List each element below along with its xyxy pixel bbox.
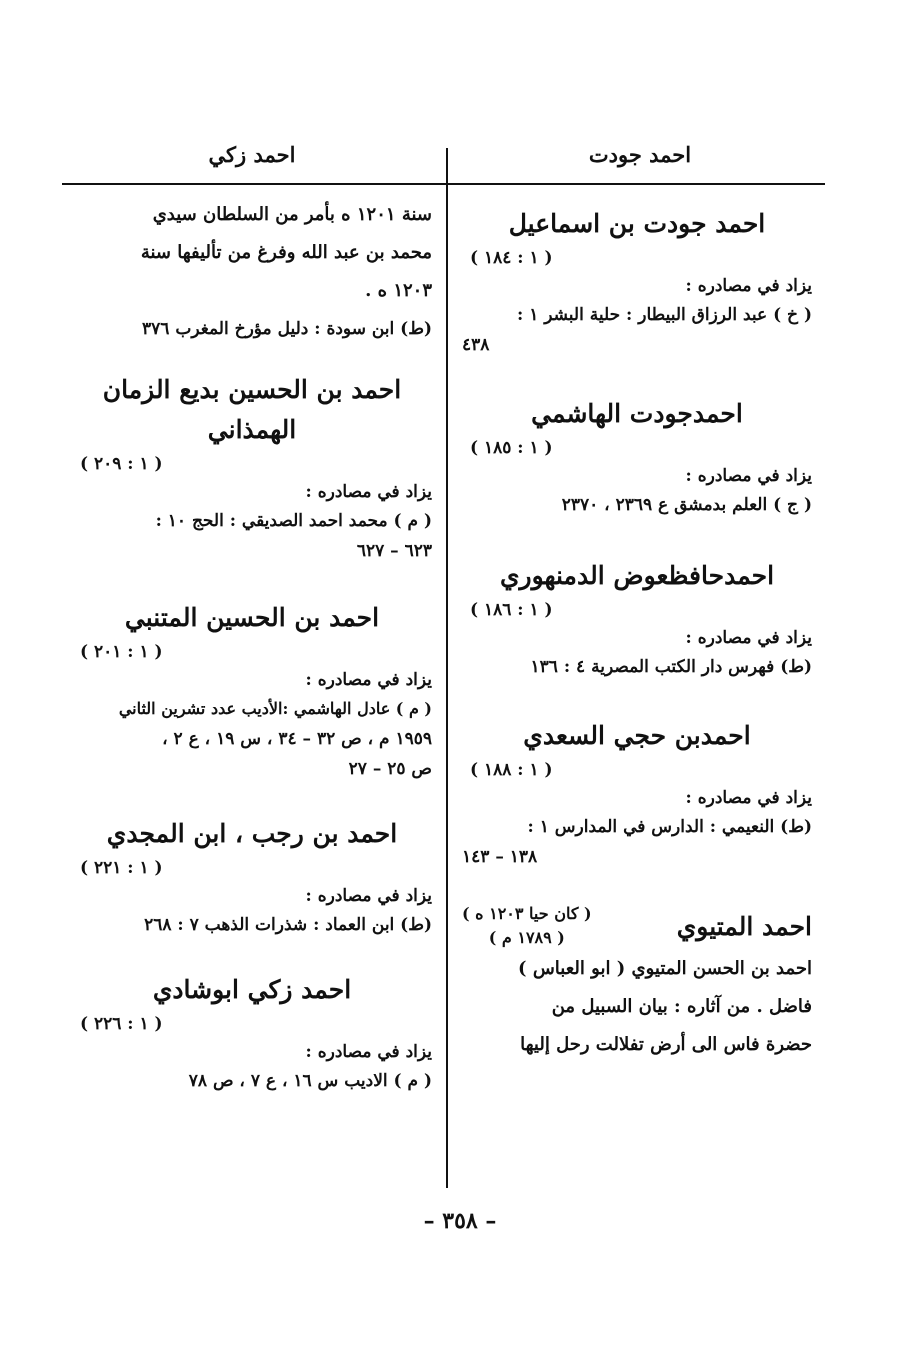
source-line: ( ج ) العلم بدمشق ع ٢٣٦٩ ، ٢٣٧٠ bbox=[561, 495, 812, 515]
entry-title: احمد المتيوي bbox=[676, 911, 812, 941]
entry-reference: ( ١ : ١٨٦ ) bbox=[470, 600, 553, 620]
source-line: ٤٣٨ bbox=[462, 335, 490, 355]
column-divider bbox=[446, 148, 448, 1188]
entry-title: احمدجودت الهاشمي bbox=[531, 399, 743, 428]
source-line: ٦٢٣ – ٦٢٧ bbox=[356, 541, 432, 561]
entry-title-row bbox=[462, 902, 812, 950]
entry-reference: ( ١ : ١٨٨ ) bbox=[470, 760, 553, 780]
entry bbox=[462, 556, 812, 682]
source-line: ( م ) عادل الهاشمي :الأديب عدد تشرين الثاني bbox=[118, 699, 432, 718]
source-line: ( خ ) عبد الرزاق البيطار : حلية البشر ١ : bbox=[516, 305, 812, 325]
sources-intro: يزاد في مصادره : bbox=[305, 1042, 432, 1062]
entry-title: احمد بن الحسين المتنبي bbox=[124, 603, 380, 632]
running-head-left: احمد زكي bbox=[208, 142, 296, 167]
entry-reference: ( ١ : ١٨٤ ) bbox=[470, 248, 553, 268]
sources-intro: يزاد في مصادره : bbox=[305, 670, 432, 690]
running-head-right: احمد جودت bbox=[588, 142, 692, 167]
entry-title: احمدحافظعوض الدمنهوري bbox=[499, 561, 775, 590]
entry-reference: ( ١ : ٢٠١ ) bbox=[80, 642, 163, 662]
entry-title: احمدبن حجي السعدي bbox=[523, 721, 751, 750]
source-line: ( م ) محمد احمد الصديقي : الحج ١٠ : bbox=[155, 511, 432, 531]
body-line: حضرة فاس الى أرض تفلالت رحل إليها bbox=[520, 1034, 812, 1055]
body-line: احمد بن الحسن المتيوي ( ابو العباس ) bbox=[518, 958, 812, 979]
body-line: سنة ١٢٠١ ه بأمر من السلطان سيدي bbox=[152, 204, 432, 225]
source-line: ص ٢٥ – ٢٧ bbox=[348, 759, 432, 779]
entry bbox=[72, 970, 432, 1096]
source-line: (ط) ابن سودة : دليل مؤرخ المغرب ٣٧٦ bbox=[142, 319, 432, 339]
entry bbox=[72, 370, 432, 566]
body-line: فاضل . من آثاره : بيان السبيل من bbox=[551, 996, 812, 1017]
entry-title: احمد جودت بن اسماعيل bbox=[508, 209, 766, 238]
source-line: ١٣٨ – ١٤٣ bbox=[462, 847, 538, 867]
continued-entry bbox=[72, 196, 432, 344]
entry-reference: ( ١ : ١٨٥ ) bbox=[470, 438, 553, 458]
sources-intro: يزاد في مصادره : bbox=[685, 788, 812, 808]
entry bbox=[72, 814, 432, 940]
source-line: (ط) النعيمي : الدارس في المدارس ١ : bbox=[527, 817, 812, 837]
entry bbox=[462, 902, 812, 1064]
body-line: ١٢٠٣ ه . bbox=[365, 280, 432, 301]
entry bbox=[72, 598, 432, 784]
entry bbox=[462, 394, 812, 520]
entry-dates bbox=[462, 902, 592, 950]
entry bbox=[462, 716, 812, 872]
entry-reference: ( ١ : ٢٢٦ ) bbox=[80, 1014, 163, 1034]
right-column bbox=[462, 196, 812, 1064]
entry-title: احمد بن رجب ، ابن المجدي bbox=[106, 819, 398, 848]
sources-intro: يزاد في مصادره : bbox=[305, 482, 432, 502]
sources-intro: يزاد في مصادره : bbox=[685, 276, 812, 296]
source-line: ( م ) الاديب س ١٦ ، ع ٧ ، ص ٧٨ bbox=[188, 1071, 432, 1091]
entry-reference: ( ١ : ٢٢١ ) bbox=[80, 858, 163, 878]
entry-title: احمد بن الحسين بديع الزمان الهمذاني bbox=[102, 375, 402, 444]
entry-date-hijri: ( كان حيا ١٢٠٣ ه ) bbox=[462, 904, 592, 923]
body-line: محمد بن عبد الله وفرغ من تأليفها سنة bbox=[140, 242, 432, 263]
source-line: (ط) فهرس دار الكتب المصرية ٤ : ١٣٦ bbox=[530, 657, 812, 677]
entry-title: احمد زكي ابوشادي bbox=[152, 975, 352, 1004]
header-rule bbox=[62, 183, 825, 185]
left-column bbox=[72, 196, 432, 1096]
source-line: (ط) ابن العماد : شذرات الذهب ٧ : ٢٦٨ bbox=[144, 915, 432, 935]
sources-intro: يزاد في مصادره : bbox=[685, 466, 812, 486]
entry-date-gregorian: ( ١٧٨٩ م ) bbox=[488, 928, 565, 947]
entry-reference: ( ١ : ٢٠٩ ) bbox=[80, 454, 163, 474]
entry bbox=[462, 204, 812, 360]
source-line: ١٩٥٩ م ، ص ٣٢ – ٣٤ ، س ١٩ ، ع ٢ ، bbox=[162, 729, 432, 749]
sources-intro: يزاد في مصادره : bbox=[685, 628, 812, 648]
sources-intro: يزاد في مصادره : bbox=[305, 886, 432, 906]
page-number: – ٣٥٨ – bbox=[423, 1208, 497, 1234]
